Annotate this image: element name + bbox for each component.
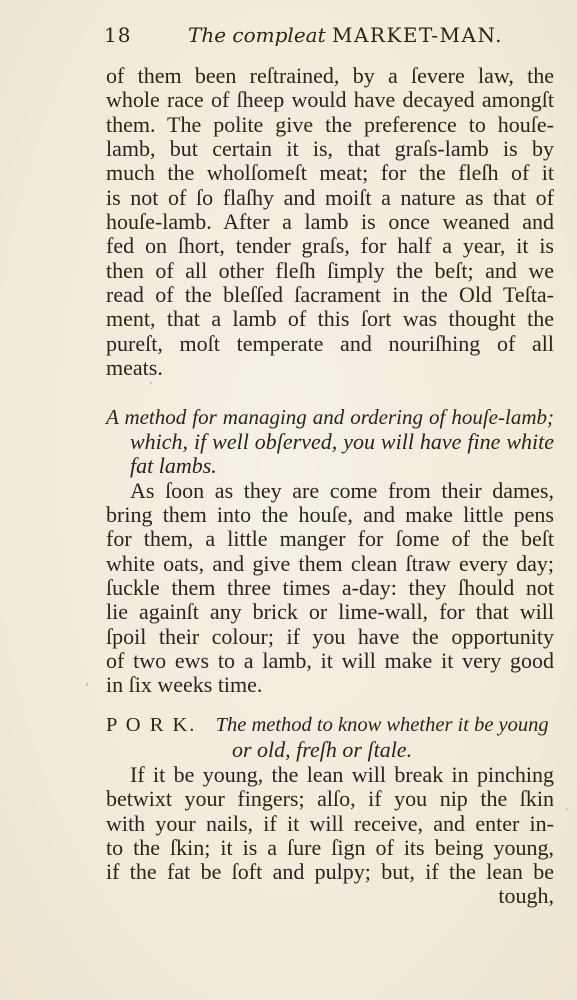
text-line: is not of ſo flaſhy and moiſt a nature as that of <box>106 185 554 210</box>
running-title-italic: The compleat <box>188 23 326 47</box>
running-head <box>104 18 504 48</box>
text-line: lie againſt any brick or lime-wall, for that will <box>106 599 554 624</box>
text-line: if the fat be ſoft and pulpy; but, if the lean be <box>106 859 554 884</box>
text-line: ſuckle them three times a-day: they ſhould not <box>106 575 554 600</box>
text-line: read of the bleſſed ſacrament in the Old Teſta- <box>106 282 554 307</box>
text-line: fed on ſhort, tender graſs, for half a year, it is <box>106 233 554 258</box>
text-line: white oats, and give them clean ſtraw every day; <box>106 551 554 576</box>
text-line: ſpoil their colour; if you have the opportunity <box>106 624 554 649</box>
text-line: with your nails, if it will receive, and enter in- <box>106 811 554 836</box>
text-line: them. The polite give the preference to houſe- <box>106 112 554 137</box>
text-line: whole race of ſheep would have decayed amongſt <box>106 87 554 112</box>
section-heading-line: A method for managing and ordering of houſe-lamb; <box>106 405 554 429</box>
text-line: for them, a little manger for ſome of the beſt <box>106 526 554 551</box>
text-line: of two ews to a lamb, it will make it very good <box>106 648 554 673</box>
paper-speck <box>566 808 568 810</box>
text-line: then of all other fleſh ſimply the beſt; and we <box>106 258 554 283</box>
text-line: in ſix weeks time. <box>106 672 263 697</box>
text-line: As ſoon as they are come from their dames, <box>130 478 554 503</box>
pork-subtitle-line2: or old, freſh or ſtale. <box>232 737 413 762</box>
text-line: meats. <box>106 355 163 380</box>
text-line: If it be young, the lean will break in pinching <box>130 762 554 787</box>
section-heading-line: which, if well obſerved, you will have fine white <box>130 429 554 454</box>
running-title <box>188 23 503 47</box>
pork-subtitle-line1: The method to know whether it be young <box>215 714 549 736</box>
text-line: lamb, but certain it is, that graſs-lamb is by <box>106 136 554 161</box>
text-line: of them been reſtrained, by a ſevere law, the <box>106 63 554 88</box>
page-number: 18 <box>104 23 132 47</box>
text-line: to the ſkin; it is a ſure ſign of its being young, <box>106 835 554 860</box>
catchword: tough, <box>498 883 554 908</box>
paper-speck <box>86 683 88 686</box>
paper-speck <box>150 382 152 384</box>
text-line: bring them into the houſe, and make little pens <box>106 502 554 527</box>
text-line: ment, that a lamb of this ſort was thought the <box>106 306 554 331</box>
text-line: houſe-lamb. After a lamb is once weaned and <box>106 209 554 234</box>
pork-heading <box>106 713 554 737</box>
section-heading-line: fat lambs. <box>130 453 217 478</box>
text-line: much the wholſomeſt meat; for the fleſh of it <box>106 160 554 185</box>
text-line: betwixt your fingers; alſo, if you nip the ſkin <box>106 786 554 811</box>
running-title-smallcaps: MARKET-MAN. <box>331 23 504 47</box>
text-line: pureſt, moſt temperate and nouriſhing of all <box>106 331 554 356</box>
pork-label: P O R K. <box>106 714 197 736</box>
